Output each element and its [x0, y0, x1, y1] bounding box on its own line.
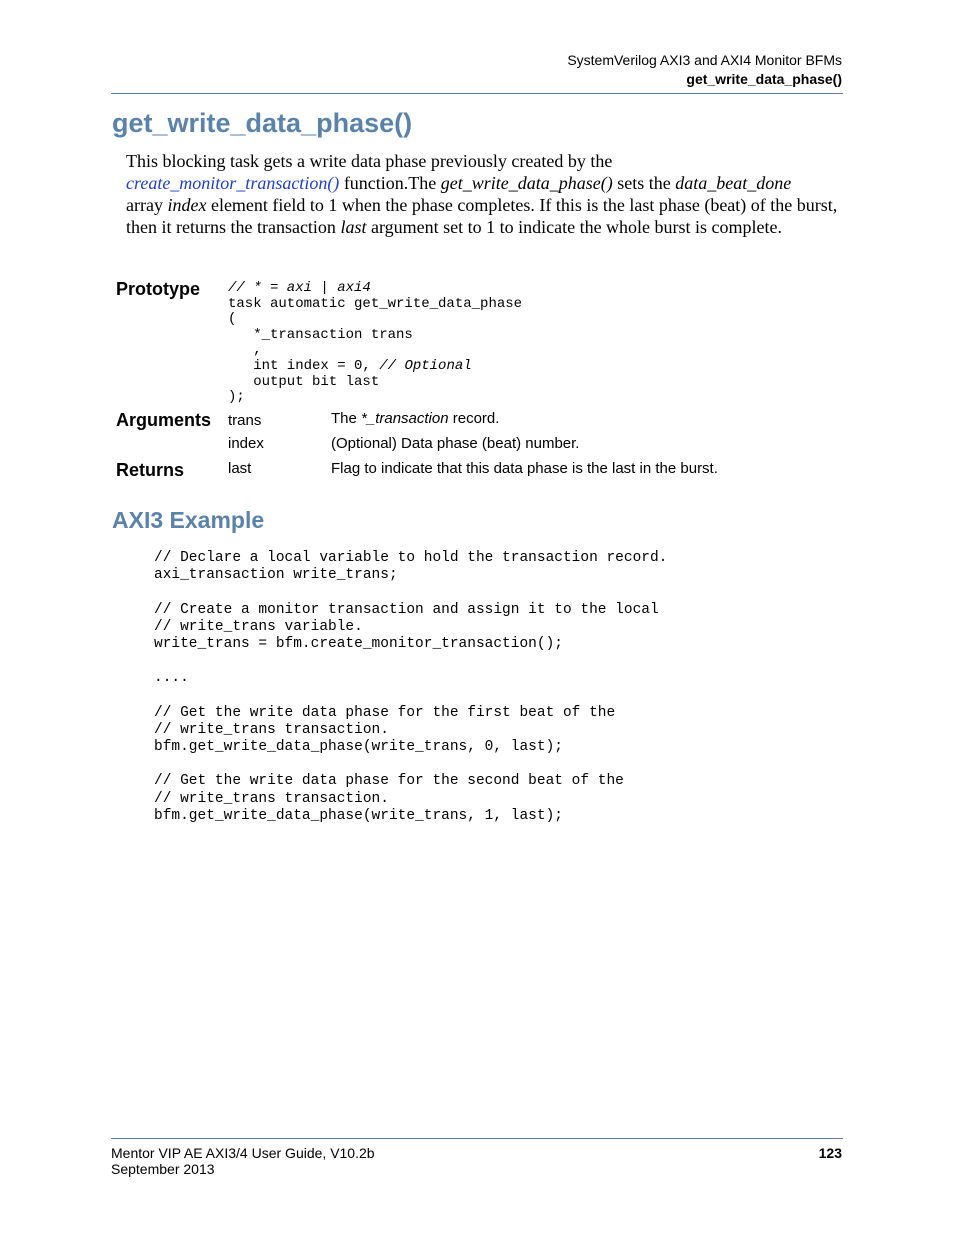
example-heading: AXI3 Example	[112, 507, 265, 533]
optional-comment: // Optional	[379, 357, 472, 374]
code-line: axi_transaction write_trans;	[154, 567, 398, 584]
running-header-chapter: SystemVerilog AXI3 and AXI4 Monitor BFMs	[567, 52, 842, 68]
header-divider	[111, 93, 843, 94]
argument-desc-trans	[331, 410, 499, 427]
index-term: index	[167, 195, 207, 215]
prototype-code	[228, 281, 522, 406]
function-name: get_write_data_phase()	[440, 173, 613, 193]
description-text: sets the	[612, 173, 676, 193]
prototype-line: int index = 0,	[228, 357, 380, 374]
code-line: // write_trans variable.	[154, 618, 363, 635]
code-line: // Declare a local variable to hold the transaction record.	[154, 550, 668, 566]
argument-desc-text: record.	[448, 410, 500, 427]
description-text: element field to 1 when the phase completes. If this is the last phase (beat) of the burst, then it returns the transaction	[126, 195, 838, 237]
prototype-line: output bit last	[228, 373, 380, 390]
prototype-line: (	[228, 311, 237, 328]
return-name-last: last	[228, 460, 252, 477]
description-text: This blocking task gets a write data phase previously created by the	[126, 151, 613, 171]
description-paragraph	[126, 150, 846, 238]
page-title: get_write_data_phase()	[112, 108, 413, 138]
description-text: array	[126, 195, 168, 215]
footer-guide-title: Mentor VIP AE AXI3/4 User Guide, V10.2b	[111, 1145, 375, 1161]
returns-label: Returns	[116, 460, 185, 480]
create-monitor-transaction-link[interactable]: create_monitor_transaction()	[126, 173, 340, 193]
argument-name-index: index	[228, 435, 264, 452]
prototype-label: Prototype	[116, 279, 201, 299]
prototype-line: *_transaction trans	[228, 326, 413, 343]
prototype-line: );	[228, 389, 245, 406]
footer-divider	[111, 1138, 843, 1139]
code-line: // Get the write data phase for the first beat of the	[154, 704, 616, 721]
last-term: last	[340, 217, 367, 237]
return-desc-last: Flag to indicate that this data phase is the last in the burst.	[331, 460, 718, 477]
prototype-line: task automatic get_write_data_phase	[228, 295, 523, 312]
code-line: write_trans = bfm.create_monitor_transaction();	[154, 635, 563, 652]
code-line: // write_trans transaction.	[154, 790, 389, 807]
argument-desc-text: The	[331, 410, 362, 427]
code-line: // Create a monitor transaction and assign it to the local	[154, 601, 659, 618]
code-line: // write_trans transaction.	[154, 721, 389, 738]
code-line	[154, 653, 667, 670]
description-text: function.The	[339, 173, 441, 193]
page-number: 123	[818, 1145, 842, 1161]
code-line	[154, 756, 667, 773]
example-code	[154, 550, 667, 825]
footer-date: September 2013	[111, 1161, 215, 1177]
prototype-comment: // * = axi | axi4	[228, 280, 371, 296]
field-name: data_beat_done	[675, 173, 792, 193]
code-line: ....	[154, 670, 189, 687]
code-line: // Get the write data phase for the second beat of the	[154, 773, 624, 790]
code-line	[154, 688, 667, 705]
argument-name-trans: trans	[228, 412, 262, 429]
argument-desc-italic: *_transaction	[361, 410, 449, 427]
arguments-label: Arguments	[116, 410, 212, 430]
prototype-line: ,	[228, 342, 262, 359]
code-line	[154, 584, 667, 601]
description-text: argument set to 1 to indicate the whole burst is complete.	[366, 217, 783, 237]
running-header-section: get_write_data_phase()	[686, 71, 842, 87]
code-line: bfm.get_write_data_phase(write_trans, 0, last);	[154, 739, 563, 756]
code-line: bfm.get_write_data_phase(write_trans, 1, last);	[154, 807, 563, 824]
argument-desc-index: (Optional) Data phase (beat) number.	[331, 435, 580, 452]
